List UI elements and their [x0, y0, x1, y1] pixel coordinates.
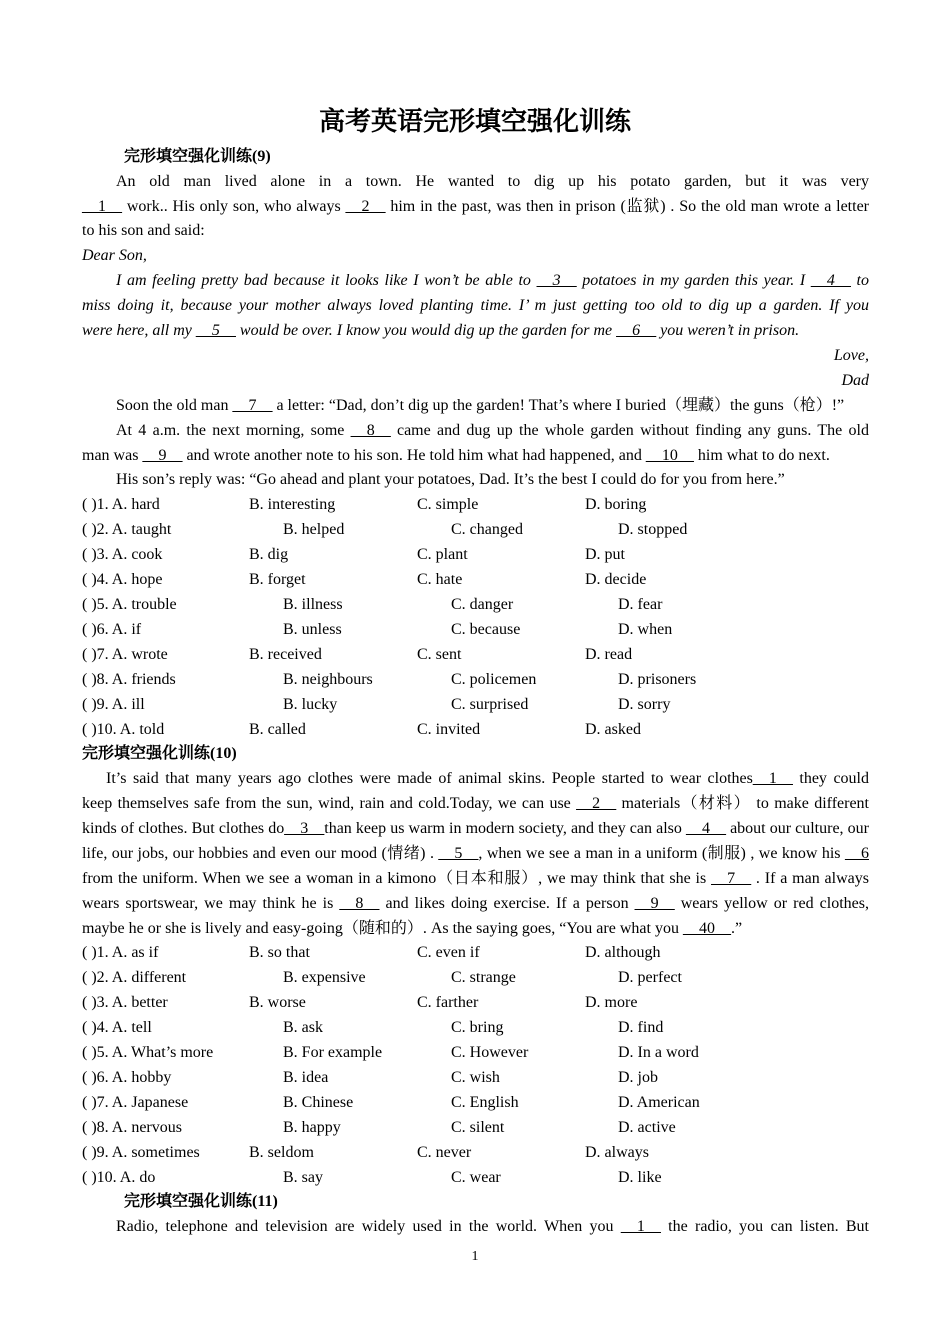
blank-8: __8__ — [339, 895, 380, 912]
option-6-c: C. wish — [451, 1069, 500, 1086]
option-4-b: B. ask — [283, 1019, 323, 1036]
option-1-b: B. interesting — [249, 496, 336, 513]
option-5-c: C. danger — [451, 596, 514, 613]
option-9-a[interactable]: ( )9. A. sometimes — [82, 1144, 200, 1161]
blank-8: __8__ — [350, 422, 391, 439]
option-7-a[interactable]: ( )7. A. Japanese — [82, 1094, 189, 1111]
option-6-c: C. because — [451, 621, 521, 638]
blank-6: __6__ — [616, 322, 657, 339]
option-5-a[interactable]: ( )5. A. trouble — [82, 596, 177, 613]
option-6-b: B. unless — [283, 621, 342, 638]
option-6-a[interactable]: ( )6. A. hobby — [82, 1069, 172, 1086]
blank-2: __2__ — [345, 198, 386, 215]
section-11-heading: 完形填空强化训练(11) — [124, 1193, 278, 1210]
text-fragment: would be over. I know you would dig up the garden for me — [235, 322, 617, 339]
option-10-a[interactable]: ( )10. A. told — [82, 721, 165, 738]
option-3-a[interactable]: ( )3. A. cook — [82, 546, 163, 563]
option-5-b: B. illness — [283, 596, 343, 613]
option-3-d: D. put — [585, 546, 625, 563]
text-fragment: kinds of clothes. But clothes do — [82, 820, 285, 837]
option-7-c: C. English — [451, 1094, 519, 1111]
s9-para1-line1: An old man lived alone in a town. He wanted to dig up his potato garden, but it was very — [116, 173, 869, 190]
text-fragment: .” — [730, 920, 743, 937]
blank-1: __1__ — [752, 770, 793, 787]
text-fragment: At 4 a.m. the next morning, some — [116, 422, 351, 439]
text-fragment: life, our jobs, our hobbies and even our mood (情绪) . — [82, 845, 439, 862]
option-2-d: D. perfect — [618, 969, 682, 986]
text-fragment: Soon the old man — [116, 397, 233, 414]
option-2-c: C. strange — [451, 969, 516, 986]
blank-9: __9__ — [634, 895, 675, 912]
option-2-a[interactable]: ( )2. A. taught — [82, 521, 172, 538]
blank-10: __40__ — [682, 920, 731, 937]
option-5-d: D. fear — [618, 596, 663, 613]
text-fragment: were here, all my — [82, 322, 196, 339]
letter-signature: Dad — [841, 372, 869, 389]
option-3-b: B. dig — [249, 546, 289, 563]
text-fragment: you weren’t in prison. — [656, 322, 800, 339]
text-fragment: maybe he or she is lively and easy-going（随和的）. As the saying goes, “You are what you — [82, 920, 683, 937]
blank-10: __10__ — [645, 447, 694, 464]
s9-para2 — [116, 396, 869, 416]
option-4-a[interactable]: ( )4. A. tell — [82, 1019, 152, 1036]
text-fragment: and likes doing exercise. If a person — [379, 895, 635, 912]
option-5-a[interactable]: ( )5. A. What’s more — [82, 1044, 214, 1061]
s10-line4 — [82, 844, 869, 864]
option-2-d: D. stopped — [618, 521, 688, 538]
text-fragment: work.. His only son, who always — [122, 198, 346, 215]
blank-3: __3__ — [536, 272, 577, 289]
option-1-d: D. although — [585, 944, 661, 961]
option-7-c: C. sent — [417, 646, 462, 663]
option-8-a[interactable]: ( )8. A. nervous — [82, 1119, 182, 1136]
option-1-a[interactable]: ( )1. A. as if — [82, 944, 159, 961]
option-1-b: B. so that — [249, 944, 310, 961]
s10-line1 — [106, 769, 869, 789]
option-3-c: C. plant — [417, 546, 468, 563]
option-9-b: B. seldom — [249, 1144, 314, 1161]
option-7-d: D. American — [618, 1094, 700, 1111]
option-5-c: C. However — [451, 1044, 529, 1061]
option-4-d: D. find — [618, 1019, 664, 1036]
text-fragment: than keep us warm in modern society, and they can also — [324, 820, 686, 837]
s9-para1-line2 — [82, 197, 869, 217]
blank-1: __1__ — [82, 198, 122, 215]
s10-line5 — [82, 869, 869, 889]
text-fragment: I am feeling pretty bad because it looks like I won’t be able to — [116, 272, 537, 289]
text-fragment: wears sportswear, we may think he is — [82, 895, 340, 912]
option-6-a[interactable]: ( )6. A. if — [82, 621, 142, 638]
option-6-d: D. when — [618, 621, 673, 638]
text-fragment: him what to do next. — [693, 447, 830, 464]
text-fragment: It’s said that many years ago clothes were made of animal skins. People started to wear clothes — [106, 770, 753, 787]
option-1-c: C. simple — [417, 496, 479, 513]
blank-1: __1__ — [620, 1218, 661, 1235]
option-10-d: D. like — [618, 1169, 662, 1186]
letter-salutation: Dear Son, — [82, 247, 147, 264]
s9-para1-line3: to his son and said: — [82, 222, 205, 239]
option-9-d: D. always — [585, 1144, 649, 1161]
text-fragment: came and dug up the whole garden without finding any guns. The old — [390, 422, 869, 439]
section-9-heading: 完形填空强化训练(9) — [124, 148, 271, 165]
text-fragment: keep themselves safe from the sun, wind, rain and cold.Today, we can use — [82, 795, 577, 812]
option-8-a[interactable]: ( )8. A. friends — [82, 671, 176, 688]
letter-line1 — [116, 271, 869, 291]
option-10-d: D. asked — [585, 721, 641, 738]
option-7-d: D. read — [585, 646, 633, 663]
option-9-c: C. never — [417, 1144, 472, 1161]
option-2-b: B. helped — [283, 521, 345, 538]
blank-4: __4__ — [810, 272, 851, 289]
option-6-b: B. idea — [283, 1069, 329, 1086]
page-title: 高考英语完形填空强化训练 — [318, 107, 631, 137]
option-5-d: D. In a word — [618, 1044, 699, 1061]
option-4-d: D. decide — [585, 571, 647, 588]
option-7-a[interactable]: ( )7. A. wrote — [82, 646, 168, 663]
option-1-a[interactable]: ( )1. A. hard — [82, 496, 160, 513]
blank-5: __5__ — [438, 845, 479, 862]
option-3-b: B. worse — [249, 994, 306, 1011]
text-fragment: from the uniform. When we see a woman in a kimono（日本和服）, we may think that she is — [82, 870, 712, 887]
letter-line3 — [82, 321, 869, 341]
option-5-b: B. For example — [283, 1044, 383, 1061]
option-10-a[interactable]: ( )10. A. do — [82, 1169, 156, 1186]
option-4-b: B. forget — [249, 571, 306, 588]
text-fragment: and wrote another note to his son. He told him what had happened, and — [182, 447, 646, 464]
option-3-d: D. more — [585, 994, 638, 1011]
option-2-a[interactable]: ( )2. A. different — [82, 969, 187, 986]
blank-3: __3__ — [284, 820, 325, 837]
option-6-d: D. job — [618, 1069, 658, 1086]
option-7-b: B. received — [249, 646, 322, 663]
text-fragment: the radio, you can listen. But — [660, 1218, 870, 1235]
blank-7: __7__ — [232, 397, 273, 414]
option-8-b: B. neighbours — [283, 671, 373, 688]
option-10-b: B. called — [249, 721, 306, 738]
text-fragment: potatoes in my garden this year. I — [576, 272, 811, 289]
option-10-c: C. invited — [417, 721, 481, 738]
option-9-c: C. surprised — [451, 696, 529, 713]
blank-9: __9__ — [142, 447, 183, 464]
option-8-d: D. prisoners — [618, 671, 697, 688]
page-number: 1 — [471, 1249, 479, 1264]
option-1-c: C. even if — [417, 944, 480, 961]
text-fragment: Radio, telephone and television are widely used in the world. When you — [116, 1218, 621, 1235]
option-4-c: C. hate — [417, 571, 463, 588]
s10-line7 — [82, 919, 869, 939]
text-fragment: they could — [792, 770, 869, 787]
s10-line6 — [82, 894, 869, 914]
letter-line2: miss doing it, because your mother always loved planting time. I’ m just getting too old to dig up a garden. If you — [82, 297, 869, 314]
s9-para3-line1 — [116, 421, 869, 441]
option-9-b: B. lucky — [283, 696, 338, 713]
s10-line2 — [82, 794, 869, 814]
option-8-c: C. policemen — [451, 671, 537, 688]
option-8-c: C. silent — [451, 1119, 505, 1136]
option-4-a[interactable]: ( )4. A. hope — [82, 571, 163, 588]
s9-para3-line2 — [82, 446, 869, 466]
text-fragment: him in the past, was then in prison (监狱) . So the old man wrote a letter — [385, 198, 870, 215]
text-fragment: , when we see a man in a uniform (制服) , we know his — [478, 845, 845, 862]
text-fragment: materials（材料） to make different — [616, 795, 869, 812]
blank-7: __7__ — [711, 870, 752, 887]
option-7-b: B. Chinese — [283, 1094, 354, 1111]
s10-line3 — [82, 819, 869, 839]
text-fragment: man was — [82, 447, 143, 464]
section-10-heading: 完形填空强化训练(10) — [82, 745, 237, 762]
option-3-c: C. farther — [417, 994, 479, 1011]
blank-2: __2__ — [576, 795, 617, 812]
option-9-d: D. sorry — [618, 696, 671, 713]
blank-5: __5__ — [195, 322, 236, 339]
option-3-a[interactable]: ( )3. A. better — [82, 994, 168, 1011]
option-4-c: C. bring — [451, 1019, 504, 1036]
option-2-b: B. expensive — [283, 969, 366, 986]
option-10-c: C. wear — [451, 1169, 501, 1186]
blank-6: __6 — [844, 845, 869, 862]
s11-line1 — [116, 1217, 869, 1237]
text-fragment: about our culture, our — [725, 820, 869, 837]
text-fragment: to — [850, 272, 869, 289]
text-fragment: a letter: “Dad, don’t dig up the garden! That’s where I buried（埋藏）the guns（枪）!” — [272, 397, 845, 414]
letter-closing: Love, — [833, 347, 869, 364]
option-1-d: D. boring — [585, 496, 647, 513]
option-10-b: B. say — [283, 1169, 323, 1186]
text-fragment: . If a man always — [751, 870, 869, 887]
option-8-d: D. active — [618, 1119, 676, 1136]
option-2-c: C. changed — [451, 521, 523, 538]
s9-para4: His son’s reply was: “Go ahead and plant your potatoes, Dad. It’s the best I could do for you from here.” — [116, 471, 785, 488]
text-fragment: wears yellow or red clothes, — [674, 895, 869, 912]
option-8-b: B. happy — [283, 1119, 341, 1136]
option-9-a[interactable]: ( )9. A. ill — [82, 696, 145, 713]
blank-4: __4__ — [685, 820, 726, 837]
